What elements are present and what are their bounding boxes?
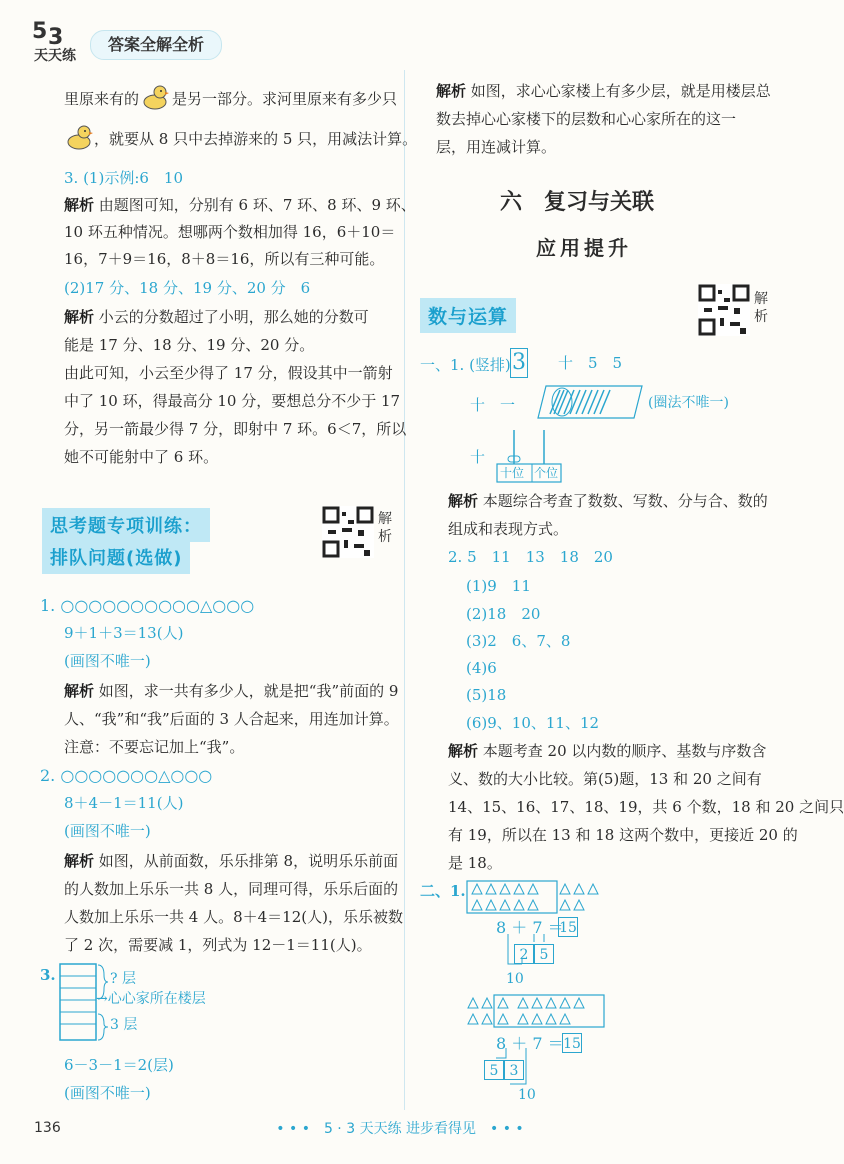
q2-5: (5)18 — [466, 686, 507, 704]
left-line-1b: 是另一部分。求河里原来有多少只 — [172, 90, 398, 108]
q3-2-analysis-4: 中了 10 环，得最高分 10 分，要想总分不少于 17 — [64, 392, 401, 410]
q3-answer-2: (2)17 分、18 分、19 分、20 分 6 — [64, 279, 311, 297]
q2-1: (1)9 11 — [466, 577, 531, 595]
p2-note: (画图不唯一) — [64, 822, 151, 840]
q1-plus-a: 十 5 5 — [558, 354, 623, 372]
footer-slogan: • • • 5 · 3 天天练 进步看得见 • • • — [276, 1121, 524, 1137]
q1-prefix: 一、1. (竖排) — [420, 356, 511, 374]
q1-analysis-1: 解析 本题综合考查了数数、写数、分与合、数的 — [448, 492, 768, 510]
svg-text:天天练: 天天练 — [34, 48, 76, 64]
qr-code-icon[interactable] — [698, 284, 750, 336]
left-line-1: 里原来有的 — [64, 90, 140, 108]
q2-analysis-4: 有 19，所以在 13 和 18 这两个数中，更接近 20 的 — [448, 826, 798, 844]
p1-analysis-2: 人、“我”和“我”后面的 3 人合起来，用连加计算。 — [64, 710, 399, 728]
p3-equation: 6－3－1＝2(层) — [64, 1056, 174, 1074]
p3-number: 3. — [40, 966, 56, 984]
qr-label: 解析 — [378, 511, 392, 545]
q3-2-analysis-1: 解析 小云的分数超过了小明，那么她的分数可 — [64, 308, 369, 326]
q2-2: (2)18 20 — [466, 605, 541, 623]
q2-analysis-1: 解析 本题考查 20 以内数的顺序、基数与序数含 — [448, 742, 767, 760]
r-top-analysis-3: 层，用连减计算。 — [436, 138, 557, 156]
q1-digit-box: 3 — [510, 348, 528, 378]
q1-plus-b: 十 一 — [470, 396, 516, 414]
s2-number: 二、1. — [420, 882, 466, 900]
s2-ten2: 10 — [518, 1087, 536, 1103]
p2-analysis-1: 解析 如图，从前面数，乐乐排第 8，说明乐乐前面 — [64, 852, 399, 870]
place-ten: 十位 — [500, 466, 525, 480]
duck-icon — [140, 82, 170, 112]
place-one: 个位 — [534, 466, 559, 480]
qr-label: 解析 — [754, 291, 768, 325]
q3-analysis-2: 10 环五种情况。想哪两个数相加得 16，6＋10＝ — [64, 223, 396, 241]
q3-2-analysis-5: 分，另一箭最少得 7 分，即射中 7 环。6＜7，所以 — [64, 420, 407, 438]
s2-eq1: 8 ＋ 7 ＝ — [496, 918, 564, 937]
q3-2-analysis-3: 由此可知，小云至少得了 17 分，假设其中一箭射 — [64, 364, 393, 382]
column-divider — [404, 70, 405, 1110]
p2-analysis-2: 的人数加上乐乐一共 8 人，同理可得，乐乐后面的 — [64, 880, 399, 898]
q1-plus-c: 十 — [470, 448, 486, 466]
s2-box2: 5 — [534, 944, 554, 964]
p3-note: (画图不唯一) — [64, 1084, 151, 1102]
brand-logo — [30, 14, 86, 64]
section-title-1: 思考题专项训练： — [42, 508, 210, 542]
p1-analysis-3: 注意：不要忘记加上“我”。 — [64, 738, 245, 756]
p2-circles: 2. ○○○○○○○△○○○ — [40, 766, 213, 785]
q2-4: (4)6 — [466, 659, 497, 677]
section-title-2: 排队问题(选做) — [42, 540, 190, 574]
q3-analysis-3: 16，7＋9＝16，8＋8＝16，所以有三种可能。 — [64, 250, 385, 268]
page-number: 136 — [34, 1120, 61, 1136]
p3-label-home: →心心家所在楼层 — [96, 991, 206, 1007]
p2-analysis-3: 人数加上乐乐一共 4 人。8＋4＝12(人)，乐乐被数 — [64, 908, 403, 926]
duck-icon — [64, 122, 94, 152]
triangles-diagram-2 — [466, 994, 606, 1030]
s2-box1: 2 — [514, 944, 534, 964]
left-line-2: ，就要从 8 只中去掉游来的 5 只，用减法计算。 — [94, 130, 418, 148]
q2-analysis-5: 是 18。 — [448, 854, 502, 872]
s2-ten1: 10 — [506, 971, 524, 987]
q2-6: (6)9、10、11、12 — [466, 714, 600, 732]
q2-3: (3)2 6、7、8 — [466, 632, 571, 650]
s2-box3: 5 — [484, 1060, 504, 1080]
p2-equation: 8＋4－1＝11(人) — [64, 794, 184, 812]
unit-subtitle: 应用提升 — [536, 236, 632, 260]
s2-result1: 15 — [558, 917, 578, 937]
q1-analysis-2: 组成和表现方式。 — [448, 520, 569, 538]
q2-analysis-3: 14、15、16、17、18、19，共 6 个数，18 和 20 之间只 — [448, 798, 844, 816]
q2-analysis-2: 义、数的大小比较。第(5)题，13 和 20 之间有 — [448, 770, 762, 788]
q2-head: 2. 5 11 13 18 20 — [448, 548, 613, 566]
s2-box4: 3 — [504, 1060, 524, 1080]
r-top-analysis-1: 解析 如图，求心心家楼上有多少层，就是用楼层总 — [436, 82, 771, 100]
q3-2-analysis-6: 她不可能射中了 6 环。 — [64, 448, 219, 466]
s2-result2: 15 — [562, 1033, 582, 1053]
p1-circles: 1. ○○○○○○○○○○△○○○ — [40, 596, 255, 615]
p3-label-bottom: 3 层 — [110, 1017, 138, 1033]
p1-equation: 9＋1＋3＝13(人) — [64, 624, 184, 642]
topic-tag: 数与运算 — [420, 298, 516, 333]
q3-answer-1: 3. (1)示例:6 10 — [64, 169, 184, 187]
p3-label-top: ? 层 — [110, 971, 136, 987]
p1-analysis-1: 解析 如图，求一共有多少人，就是把“我”前面的 9 — [64, 682, 399, 700]
qr-code-icon[interactable] — [322, 506, 374, 558]
triangles-diagram-1 — [466, 880, 606, 914]
q3-analysis-1: 解析 由题图可知，分别有 6 环、7 环、8 环、9 环、 — [64, 196, 416, 214]
r-top-analysis-2: 数去掉心心家楼下的层数和心心家所在的这一 — [436, 110, 737, 128]
s2-eq2: 8 ＋ 7 ＝ — [496, 1034, 564, 1053]
unit-title: 六 复习与关联 — [500, 190, 655, 215]
p2-analysis-4: 了 2 次，需要减 1，列式为 12－1＝11(人)。 — [64, 936, 372, 954]
header-badge: 答案全解全析 — [90, 30, 222, 60]
sticks-diagram — [534, 384, 644, 420]
q3-2-analysis-2: 能是 17 分、18 分、19 分、20 分。 — [64, 336, 315, 354]
svg-text:5: 5 — [32, 19, 48, 44]
svg-text:3: 3 — [48, 25, 64, 50]
p1-note: (画图不唯一) — [64, 652, 151, 670]
q1-circle-note: (圈法不唯一) — [648, 395, 729, 411]
